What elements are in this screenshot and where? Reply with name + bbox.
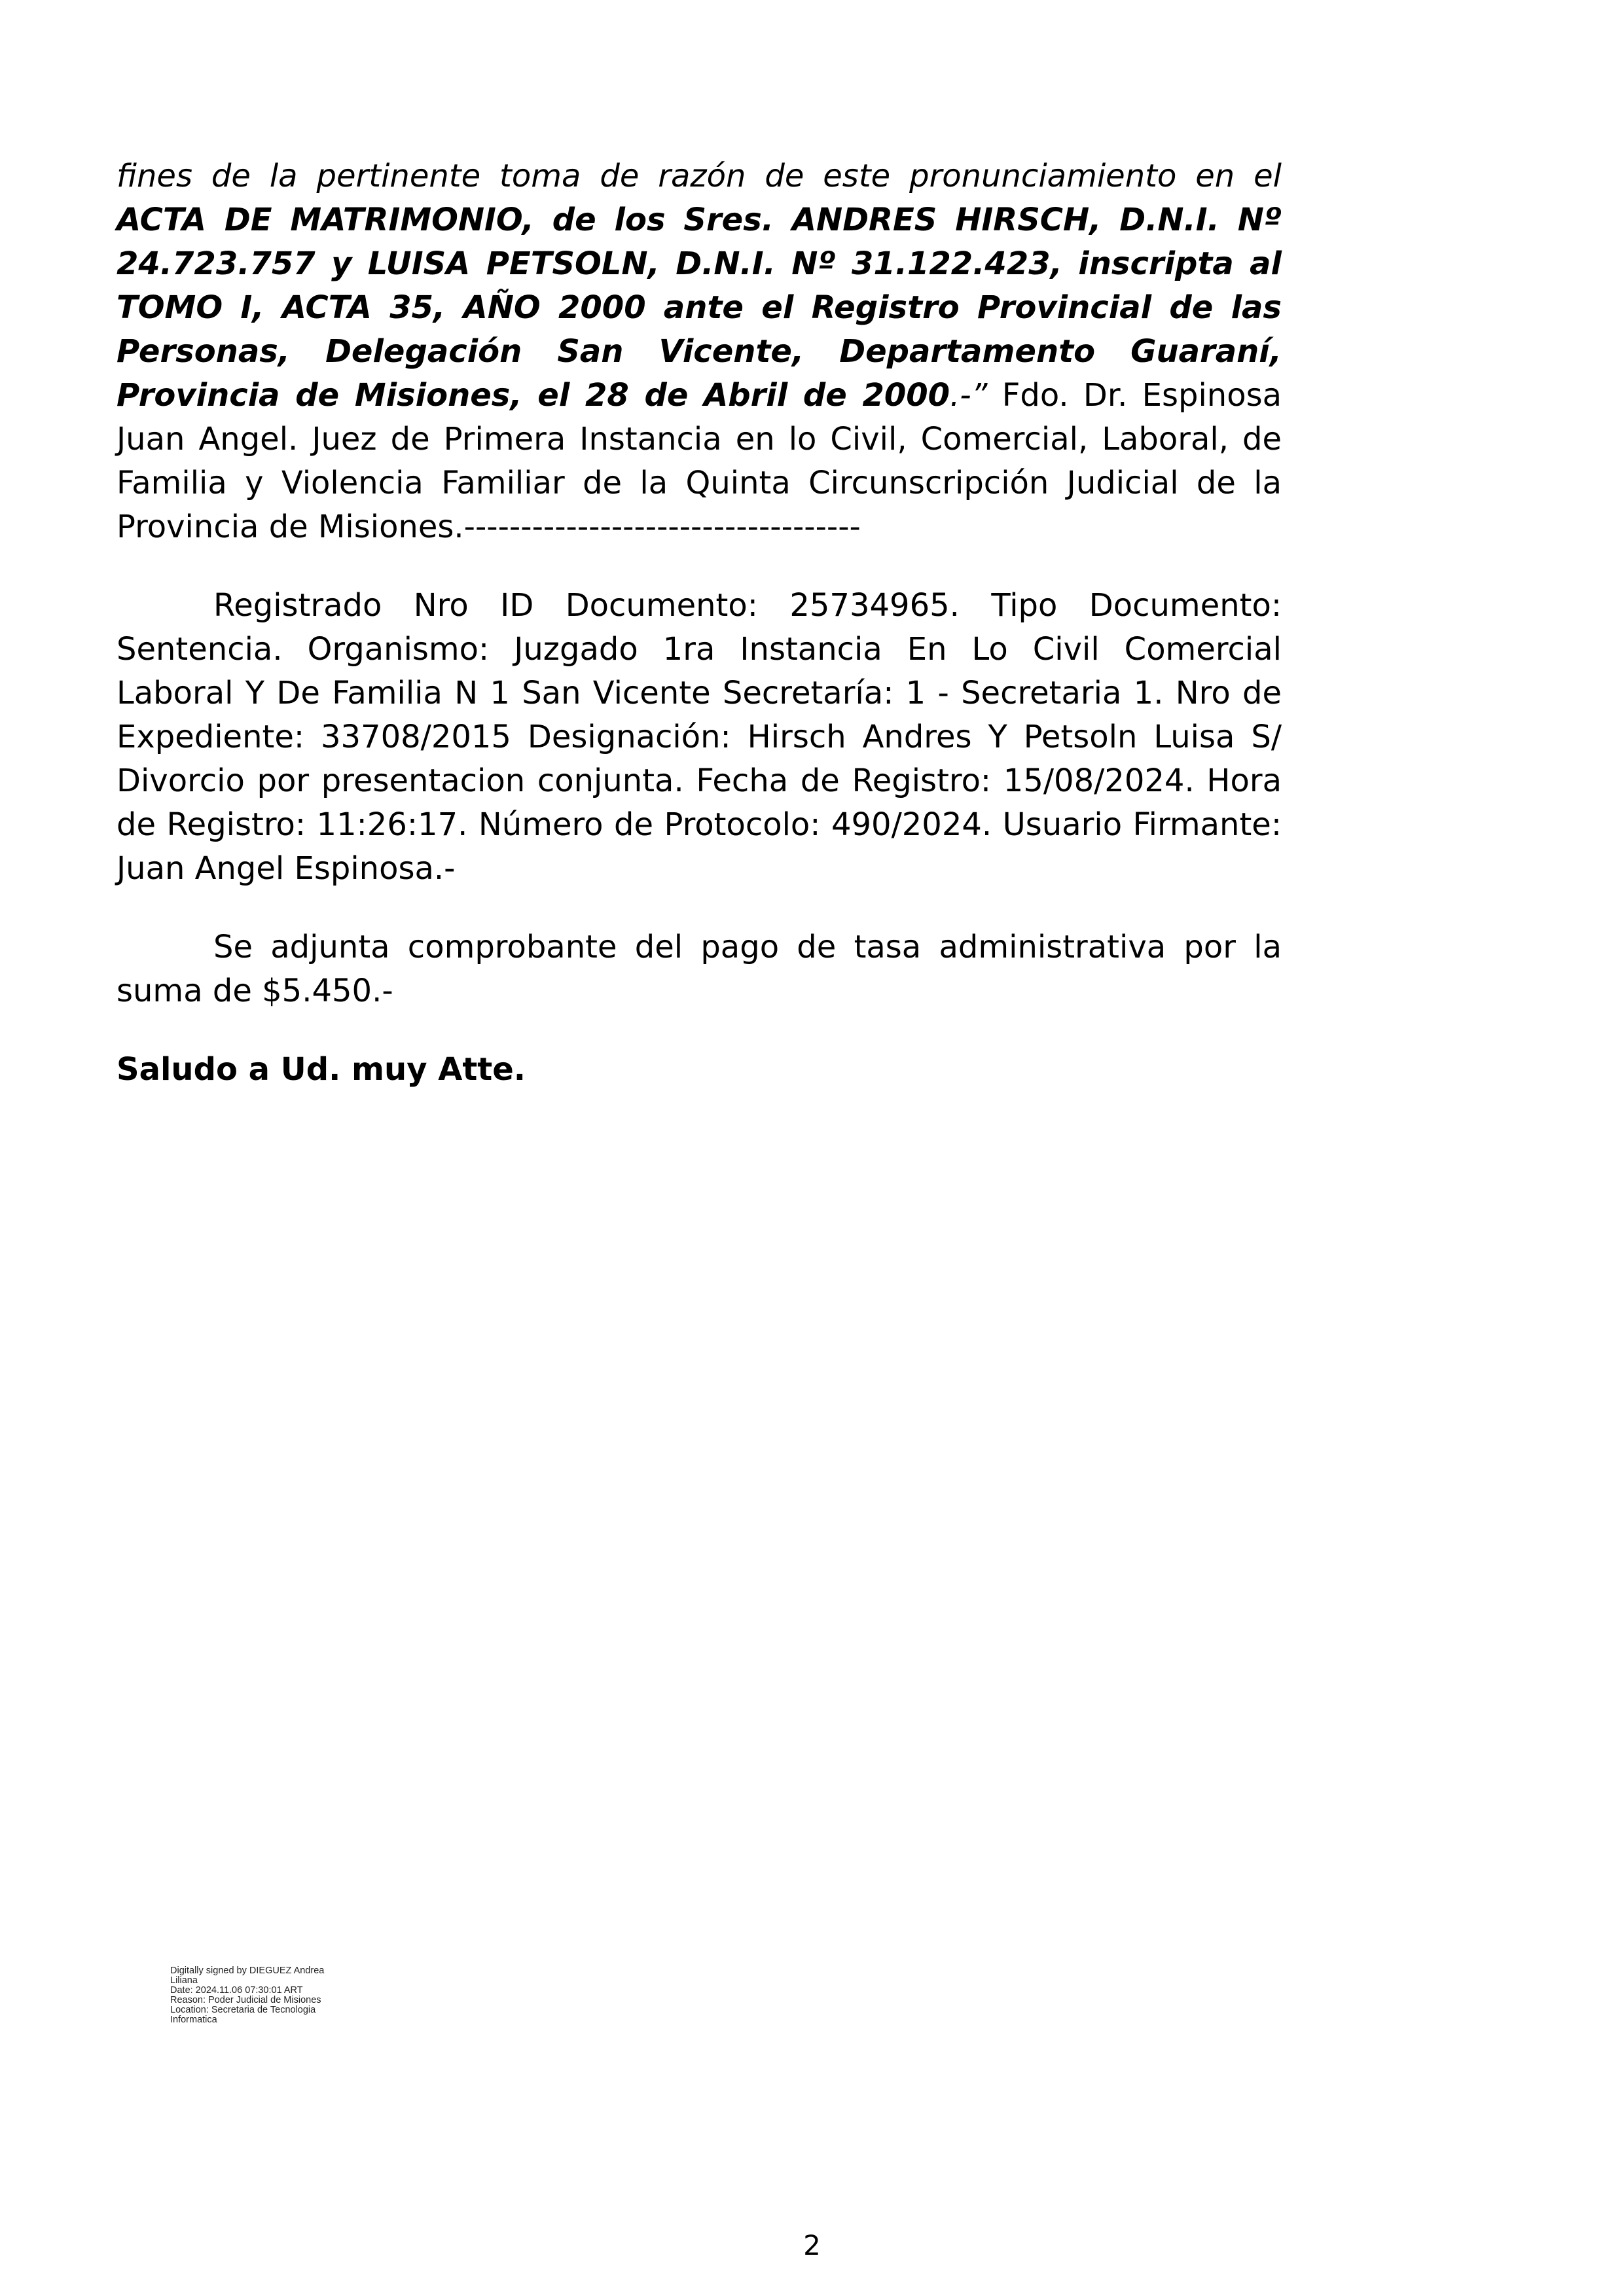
paragraph-registration-info: Registrado Nro ID Documento: 25734965. Tipo Documento: Sentencia. Organismo: Juzgado 1ra Instancia En Lo Civil Comercial Laboral Y De Familia N 1 San Vicente Secretaría: 1 - Secretaria 1. Nro de Expediente: 33708/2015 Designación: Hirsch Andres Y Petsoln Luisa S/ Divorcio por presentacion conjunta. Fecha de Registro: 15/08/2024. Hora de Registro: 11:26:17. Número de Protocolo: 490/2024. Usuario Firmante: Juan Angel Espinosa.- <box>117 587 1282 887</box>
quote-close-mark: .-” <box>950 377 988 414</box>
document-body <box>117 154 1282 1092</box>
marriage-record-details: ACTA DE MATRIMONIO, de los Sres. ANDRES HIRSCH, D.N.I. Nº 24.723.757 y LUISA PETSOLN, D.N.I. Nº 31.122.423, inscripta al TOMO I, ACTA 35, AÑO 2000 ante el Registro Provincial de las Personas, Delegación San Vicente, Departamento Guaraní, Provincia de Misiones, el 28 de Abril de 2000 <box>117 202 1282 414</box>
page-number: 2 <box>803 2229 821 2261</box>
signature-line: Liliana <box>170 1975 198 1986</box>
judge-signature-text: Fdo. Dr. Espinosa Juan Angel. Juez de Primera Instancia en lo Civil, Comercial, Laboral, de Familia y Violencia Familiar de la Quinta Circunscripción Judicial de la Provincia de Misiones.----------------------------------- <box>117 377 1282 545</box>
paragraph-intro-text: fines de la pertinente toma de razón de este pronunciamiento en el <box>117 158 1282 194</box>
signature-line: Digitally signed by DIEGUEZ Andrea <box>170 1965 325 1976</box>
closing-salutation: Saludo a Ud. muy Atte. <box>117 1051 526 1088</box>
paragraph-marriage-record <box>117 154 1282 549</box>
signature-location: Location: Secretaria de Tecnologia <box>170 2005 316 2015</box>
signature-reason: Reason: Poder Judicial de Misiones <box>170 1995 321 2005</box>
paragraph-payment-note: Se adjunta comprobante del pago de tasa administrativa por la suma de $5.450.- <box>117 929 1282 1009</box>
signature-line: Informatica <box>170 2015 217 2025</box>
digital-signature-block <box>170 1966 380 2025</box>
signature-date: Date: 2024.11.06 07:30:01 ART <box>170 1985 303 1996</box>
